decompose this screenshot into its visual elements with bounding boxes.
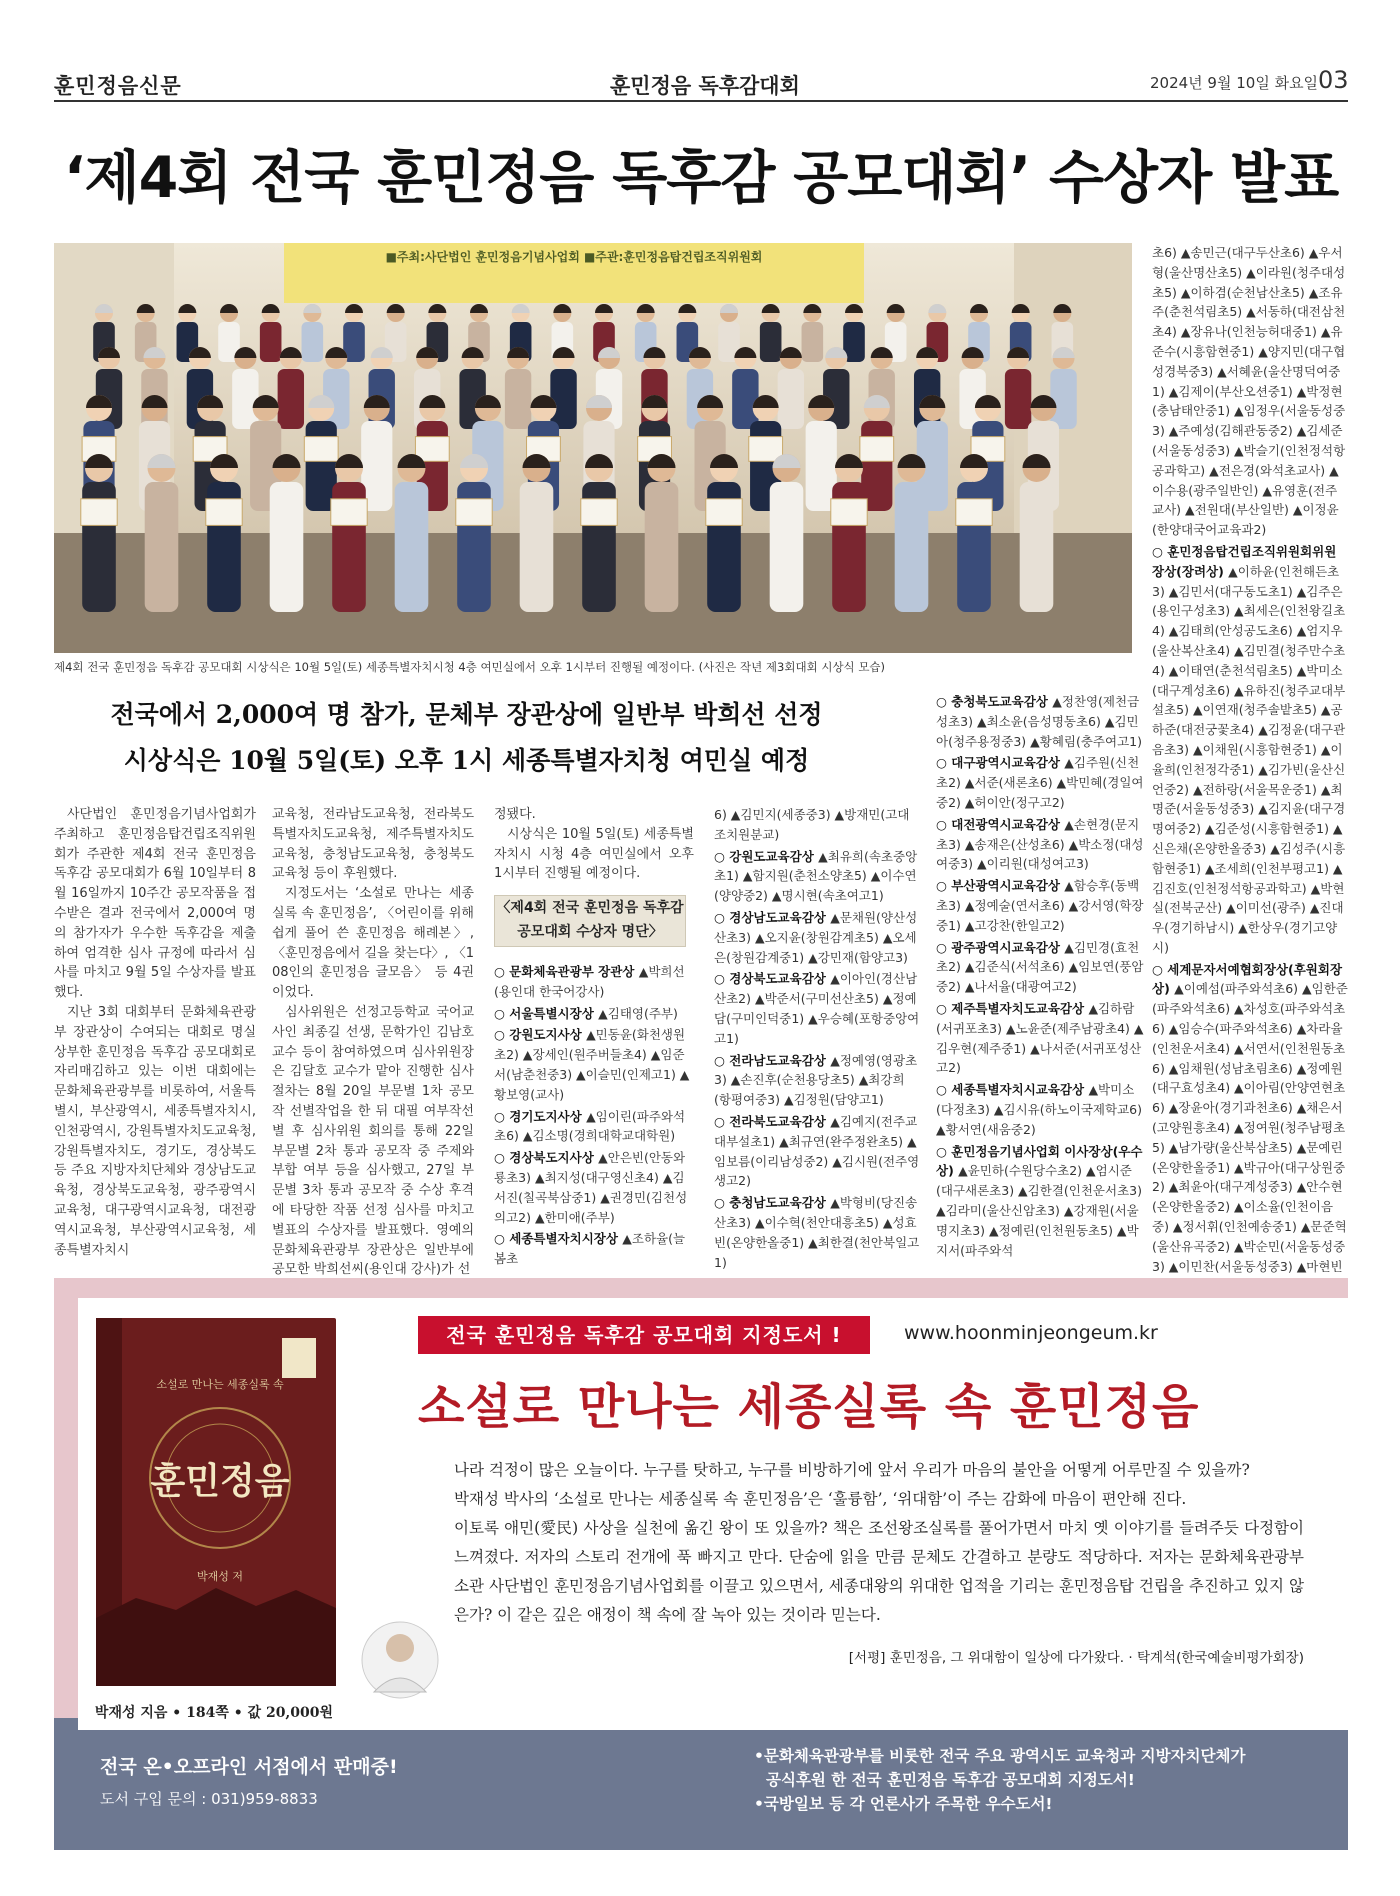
certificate-icon [860, 437, 894, 462]
ad-bullet: 공식후원 한 전국 훈민정음 독후감 공모대회 지정도서! [766, 1771, 1135, 1789]
certificate-icon [304, 437, 338, 462]
winner-entry [494, 962, 694, 1002]
cover-author: 박재성 저 [196, 1570, 244, 1583]
book-description [454, 1456, 1304, 1630]
award-category: ○ 충청북도교육감상 [936, 694, 1053, 709]
newspaper-name: 훈민정음신문 [54, 74, 182, 98]
winner-names: ▲김예지(전주교대부설초1) ▲최규연(완주정완초5) ▲임보름(이리남성중2) ▲김시원(전주영생고2) [714, 1113, 920, 1189]
article-column-2 [272, 805, 474, 1280]
winner-entry [1152, 243, 1348, 540]
award-category: ○ 세종특별자치시장상 [494, 1231, 623, 1247]
person-body [770, 482, 804, 612]
certificate-icon [81, 499, 117, 526]
winner-entry [494, 1229, 694, 1269]
winner-names: ▲김민경(효천초2) ▲김준식(서석초6) ▲임보연(풍암중2) ▲나서율(대광여고2) [936, 939, 1144, 995]
winner-names: ▲박형비(당진송산초3) ▲이수혁(천안대흥초5) ▲성효빈(온양한올중1) ▲최한결(천안북일고1) [714, 1195, 920, 1270]
book-title: 소설로 만나는 세종실록 속 훈민정음 [418, 1379, 1200, 1435]
cover-mountains-icon [96, 1588, 336, 1686]
person-body [278, 369, 304, 429]
winner-entry [714, 1051, 920, 1110]
winner-names: 6) ▲김민지(세종중3) ▲방재민(고대조치원분교) [714, 807, 910, 842]
ceremony-photo-illustration [54, 243, 1132, 653]
winner-names: ▲함승후(동백초3) ▲정예술(연서초6) ▲강서영(학장중1) ▲고강찬(한일고2) [936, 878, 1144, 933]
award-category: ○ 강원도교육감상 [714, 848, 819, 864]
person-body [1050, 369, 1076, 429]
winner-names: ▲정찬영(제천금성초3) ▲최소윤(음성명동초6) ▲김민아(청주용정중3) ▲황혜림(충주여고1) [936, 694, 1142, 749]
article-paragraph: 심사위원은 선정고등학교 국어교사인 최종길 선생, 문학가인 김남호 교수 등이 참여하였으며 심사위원장은 김달호 교수가 맡아 진행한 심사절차는 8월 20일 부문별 1차 공모작 선별작업을 한 뒤 대필 여부작선별 후 심사위원 회의를 통해 22일 부문별 2차 통과 공모작 중 주제와 부합 여부 등을 심사했고, 27일 부문별 3차 통과 공모작 중 수상 후격에 타당한 작품 선정 심사를 마치고 별표의 수상자를 발표했다. 영예의 문화체육관광부 장관상은 일반부에 공모한 박희선씨(용인대 강사)가 선 [272, 1004, 474, 1278]
winners-list-column-5 [936, 692, 1144, 1260]
winner-entry [494, 1148, 694, 1227]
description-line: 이토록 애민(愛民) 사상을 실천에 옮긴 왕이 또 있을까? 책은 조선왕조실록를 풀어가면서 마치 옛 이야기를 들려주듯 다정함이 느껴졌다. 저자의 스토리 전개에 푹 빠지고 만다. 단숨에 읽을 만큼 문체도 간결하고 분량도 적당하다. 저자는 문화체육관광부 소관 사단법인 훈민정음기념사업회를 이끌고 있으면서, 세종대왕의 위대한 업적을 기리는 훈민정음탑 건립을 추진하고 있지 않은가? 이 같은 깊은 애정이 책 속에 잘 녹아 있는 것이라 믿는다. [454, 1519, 1304, 1624]
award-category: ○ 훈민정음기념사업회 이사장상(우수상) [936, 1143, 1143, 1179]
winner-entry [714, 908, 920, 967]
winner-entry [714, 969, 920, 1048]
issue-date: 2024년 9월 10일 화요일 [1150, 74, 1319, 92]
article-paragraph: 사단법인 훈민정음기념사업회가 주최하고 훈민정음탑건립조직위원회가 주관한 제4회 전국 훈민정음 독후감 공모대회가 6월 10일부터 8월 16일까지 10주간 공모작품을 접수받은 결과 전국에서 2,000여 명의 참가자가 우수한 독후감을 제출하여 엄격한 심사 규정에 따라서 심사를 마치고 9월 5일 수상자를 발표했다. [54, 807, 256, 1001]
winner-entry [714, 1112, 920, 1191]
person-body [232, 369, 258, 429]
award-category: ○ 대구광역시교육감상 [936, 755, 1065, 771]
winners-list-column-6 [1152, 243, 1348, 1356]
certificate-icon [206, 499, 242, 526]
winner-entry [936, 1142, 1144, 1261]
book-review-credit: [서평] 훈민정음, 그 위대함이 일상에 다가왔다. · 탁계석(한국예술비평가회장) [848, 1650, 1304, 1666]
person-body [778, 369, 804, 429]
header-rule [54, 100, 1348, 102]
person-body [395, 482, 429, 612]
person-body [732, 369, 758, 429]
award-category: ○ 전라북도교육감상 [714, 1113, 831, 1129]
person-body [806, 421, 837, 511]
award-category: ○ 경상남도교육감상 [714, 909, 831, 925]
winner-names: ▲최유희(속초중앙초1) ▲함지원(춘천소양초5) ▲이수연(양양중2) ▲명시현(속초여고1) [714, 848, 918, 904]
winner-entry [714, 1193, 920, 1272]
store-availability: 전국 온•오프라인 서점에서 판매중! [100, 1756, 398, 1778]
certificate-icon [331, 499, 367, 526]
cover-title: 훈민정음 [150, 1460, 290, 1502]
winner-names: ▲문채원(양산성산초3) ▲오지윤(창원감계초5) ▲오세은(창원감계중1) ▲강민재(함양고3) [714, 909, 918, 965]
cover-subtitle: 소설로 만나는 세종실록 속 [156, 1378, 284, 1391]
winners-list-column-3 [494, 962, 694, 1269]
certificate-icon [581, 499, 617, 526]
designated-book-label: 전국 훈민정음 독후감 공모대회 지정도서 ! [418, 1316, 870, 1354]
person-body [306, 421, 337, 511]
winners-list-title: 〈제4회 전국 훈민정음 독후감 공모대회 수상자 명단〉 [494, 895, 686, 947]
award-category: ○ 훈민정음탑건립조직위원회위원장상(장려상) [1152, 543, 1337, 579]
winner-names: ▲이하윤(인천해든초3) ▲김민서(대구동도초1) ▲김주은(용인구성초3) ▲최세은(인천왕길초4) ▲김태희(안성공도초6) ▲엄지우(울산복산초4) ▲김민결(청주만수초4) ▲이태연(춘천석림초5) ▲박미소(대구계성초6) ▲유하진(청주교대부설초5) ▲이연재(청주솔밭초5) ▲공하준(대전궁꽃초4) ▲김정윤(대구관음초3) ▲이채원(시흥함현중1) ▲이율희(인천정각중1) ▲김가빈(울산신언중2) ▲전하랑(서울목운중1) ▲최명준(서울동성중3) ▲김지윤(대구경명여중2) ▲김준성(시흥함현중1) ▲신은채(온양한올중3) ▲김성주(시흥함현중1) ▲조세희(인천부평고1) ▲김진호(인천정석항공과학고) ▲박현실(전북군산) ▲이미선(광주) ▲진대우(경기하남시) ▲한상우(경기고양시) [1152, 563, 1346, 955]
award-category: ○ 서울특별시장상 [494, 1005, 599, 1021]
description-line: 나라 걱정이 많은 오늘이다. 누구를 탓하고, 누구를 비방하기에 앞서 우리가 마음의 불안을 어떻게 어루만질 수 있을까? [454, 1461, 1250, 1479]
article-paragraph: 정됐다. [494, 807, 536, 822]
winner-entry [936, 815, 1144, 874]
award-category: ○ 제주특별자치도교육감상 [936, 1000, 1089, 1016]
award-category: ○ 경상북도지사상 [494, 1150, 599, 1166]
description-line: 박재성 박사의 ‘소설로 만나는 세종실록 속 훈민정음’은 ‘훌륭함’, ‘위대함’이 주는 감화에 마음이 편안해 진다. [454, 1490, 1187, 1508]
headline: ‘제4회 전국 훈민정음 독후감 공모대회’ 수상자 발표 [63, 145, 1339, 211]
winner-names: ▲정예영(영광초3) ▲손진후(순천용당초5) ▲최강희(항평여중3) ▲김정원(담양고1) [714, 1052, 918, 1108]
winner-entry [936, 938, 1144, 997]
person-body [802, 322, 824, 362]
author-portrait [360, 1616, 440, 1704]
award-category: ○ 광주광역시교육감상 [936, 939, 1065, 955]
winner-names: ▲조하율(늘봄초 [494, 1231, 686, 1267]
winner-names: ▲김태영(주부) [598, 1005, 678, 1021]
person-body [895, 482, 929, 612]
winner-entry [936, 692, 1144, 751]
winner-entry [936, 999, 1144, 1078]
winner-names: ▲박미소(다정초3) ▲김시유(하노이국제학교6) ▲황서연(새움중2) [936, 1082, 1142, 1137]
ceremony-photo [54, 243, 1132, 653]
winner-entry [494, 1107, 694, 1147]
person-body [505, 369, 531, 429]
page-number: 03 [1318, 66, 1349, 94]
article-paragraph: 시상식은 10월 5일(토) 세종특별자치시 시청 4층 여민실에서 오후 1시부터 진행될 예정이다. [494, 826, 694, 882]
winner-names: ▲이아인(경산남산초2) ▲박준서(구미선산초5) ▲정예담(구미인덕중1) ▲우승혜(포항중앙여고1) [714, 971, 920, 1046]
person-body [1020, 482, 1054, 612]
section-title: 훈민정음 독후감대회 [610, 74, 800, 98]
person-body [520, 482, 554, 612]
subhead-1: 전국에서 2,000여 명 참가, 문체부 장관상에 일반부 박희선 선정 [110, 700, 823, 729]
person-body [302, 322, 324, 362]
certificate-icon [456, 499, 492, 526]
winners-list-column-4 [714, 805, 920, 1272]
certificate-icon [831, 499, 867, 526]
subhead-2: 시상식은 10월 5일(토) 오후 1시 세종특별자치청 여민실 예정 [123, 746, 810, 775]
purchase-phone: 도서 구입 문의 : 031)959-8833 [100, 1790, 318, 1808]
person-body [550, 369, 576, 429]
person-body [145, 482, 179, 612]
winner-names: ▲임이린(파주와석초6) ▲김소명(경희대학교대학원) [494, 1108, 686, 1144]
article-column-3 [494, 805, 694, 884]
ad-bullet: •문화체육관광부를 비롯한 전국 주요 광역시도 교육청과 지방자치단체가 [754, 1747, 1246, 1765]
person-body [1005, 369, 1031, 429]
article-paragraph: 지난 3회 대회부터 문화체육관광부 장관상이 수여되는 대회로 명실상부한 훈민정음 독후감 공모대회로 자리매김하고 있는 이번 대회에는 문화체육관광부를 비롯하여, 서울특별시, 부산광역시, 세종특별자치시, 인천광역시, 강원특별자치도교육청, 강원특별자치도, 경기도, 경상북도 등 주요 지방자치단체와 경상남도교육청, 경상북도교육청, 광주광역시교육청, 대구광역시교육청, 대전광역시교육청, 부산광역시교육청, 세종특별자치시 [54, 1004, 256, 1258]
winner-names: ▲안은빈(안동와룡초3) ▲최지성(대구영신초4) ▲김서진(칠곡북삼중1) ▲권경민(김천성의고2) ▲한미애(주부) [494, 1150, 688, 1225]
book-meta: 박재성 지음 • 184쪽 • 값 20,000원 [94, 1705, 334, 1721]
article-paragraph: 교육청, 전라남도교육청, 전라북도특별자치도교육청, 제주특별자치도교육청, 충청남도교육청, 충청북도교육청 등이 후원했다. [272, 807, 474, 882]
award-category: ○ 전라남도교육감상 [714, 1052, 831, 1068]
award-category: ○ 대전광역시교육감상 [936, 816, 1065, 832]
winner-entry [714, 847, 920, 906]
winner-entry [936, 1080, 1144, 1139]
event-banner-text: ■주최:사단법인 훈민정음기념사업회 ■주관:훈민정음탑건립조직위원회 [385, 250, 763, 264]
winner-names: ▲손현경(문지초3) ▲송재은(산성초6) ▲박소정(대성여중3) ▲이리원(대성여고3) [936, 816, 1144, 872]
certificate-icon [956, 499, 992, 526]
winner-names: ▲박희선(용인대 한국어강사) [494, 964, 685, 999]
website-link[interactable]: www.hoonminjeongeum.kr [904, 1322, 1158, 1344]
book-cover [96, 1318, 346, 1690]
person-body [645, 482, 679, 612]
award-category: ○ 충청남도교육감상 [714, 1195, 831, 1211]
winner-names: ▲김하람(서귀포초3) ▲노윤준(제주남광초4) ▲김우현(제주중1) ▲나서준(서귀포성산고2) [936, 1000, 1144, 1076]
article-paragraph: 지정도서는 ‘소설로 만나는 세종실록 속 훈민정음’, 〈어린이를 위해 쉽게 풀어 쓴 훈민정음 해례본〉, 〈훈민정음에서 길을 찾는다〉, 〈108인의 훈민정음 글모음〉 등 4권이었다. [272, 886, 474, 1001]
award-category: ○ 경기도지사상 [494, 1108, 587, 1124]
ad-bullets [754, 1744, 1334, 1816]
award-category: ○ 세종특별자치시교육감상 [936, 1082, 1089, 1098]
award-category: ○ 강원도지사상 [494, 1027, 587, 1043]
person-body [270, 482, 304, 612]
winner-names: ▲이예섬(파주와석초6) ▲임한준(파주와석초6) ▲차성호(파주와석초6) ▲임승수(파주와석초6) ▲차라율(인천운서초4) ▲서연서(인천원동초6) ▲임채원(성남초림초6) ▲정예원(대구효성초4) ▲이아림(안양연현초6) ▲장윤아(경기과천초6) ▲채은서(고양원흥초4) ▲정여원(청주남평초5) ▲남가량(울산북삼초5) ▲문예린(온양한올중1) ▲박규아(대구상원중2) ▲최윤아(대구계성중3) ▲안수현(온양한올중2) ▲이소율(인천이음중) ▲정서휘(인천예송중1) ▲문준혁(울산유곡중2) ▲박순민(서울동성중3) ▲이민찬(서울동성중3) ▲마현빈 [1152, 981, 1348, 1274]
winner-names: ▲윤민하(수원당수초2) ▲엄시준(대구새론초3) ▲김한결(인천운서초3) ▲김라미(울산신암초3) ▲강재원(서울명지초3) ▲정예린(인천원동초5) ▲박지서(파주와석 [936, 1163, 1142, 1258]
person-body [861, 421, 892, 511]
photo-caption: 제4회 전국 훈민정음 독후감 공모대회 시상식은 10월 5일(토) 세종특별자치시청 4층 여민실에서 오후 1시부터 진행될 예정이다. (사진은 작년 제3회대회 시상식 모습) [54, 660, 886, 674]
winner-names: ▲민동윤(화천생원초2) ▲장세인(원주버들초4) ▲임준서(남춘천중3) ▲이슬민(인제고1) ▲황보영(교사) [494, 1027, 690, 1102]
winner-names: ▲김주원(신천초2) ▲서준(새론초6) ▲박민혜(경일여중2) ▲허이안(정구고2) [936, 755, 1144, 810]
person-body [361, 421, 392, 511]
winner-entry [1152, 542, 1348, 958]
award-category: ○ 부산광역시교육감상 [936, 878, 1065, 894]
winner-entry [714, 805, 920, 845]
award-sticker-icon [282, 1338, 316, 1378]
winner-entry [936, 876, 1144, 935]
winner-entry [494, 1025, 694, 1104]
person-body [760, 322, 782, 362]
person-body [260, 322, 282, 362]
award-category: ○ 경상북도교육감상 [714, 971, 831, 987]
certificate-icon [706, 499, 742, 526]
award-category: ○ 세계문자서예협회장상(후원회장상) [1152, 961, 1343, 997]
article-column-1 [54, 805, 256, 1260]
winner-entry [936, 753, 1144, 812]
winner-entry [494, 1004, 694, 1024]
ad-bullet: •국방일보 등 각 언론사가 주목한 우수도서! [754, 1795, 1053, 1813]
award-category: ○ 문화체육관광부 장관상 [494, 964, 639, 979]
winner-names: 초6) ▲송민근(대구두산초6) ▲우서형(울산명산초5) ▲이라원(청주대성초5) ▲이하겸(순천남산초5) ▲조유주(춘천석림초5) ▲서동하(대전삼천초4) ▲장유나(인천능허대중1) ▲유준수(시흥함현중1) ▲양지민(대구협성경북중3) ▲서혜윤(울산명덕여중1) ▲김제이(부산오션중1) ▲박정현(충남태안중1) ▲임정우(서울동성중3) ▲주예성(김해관동중2) ▲김세준(서울동성중3) ▲박슬기(인천정석항공과학고) ▲전은경(와석초교사) ▲이수용(광주일반인) ▲유영훈(전주교사) ▲전원대(부산일반) ▲이정윤(한양대국어교육과2) [1152, 245, 1346, 538]
